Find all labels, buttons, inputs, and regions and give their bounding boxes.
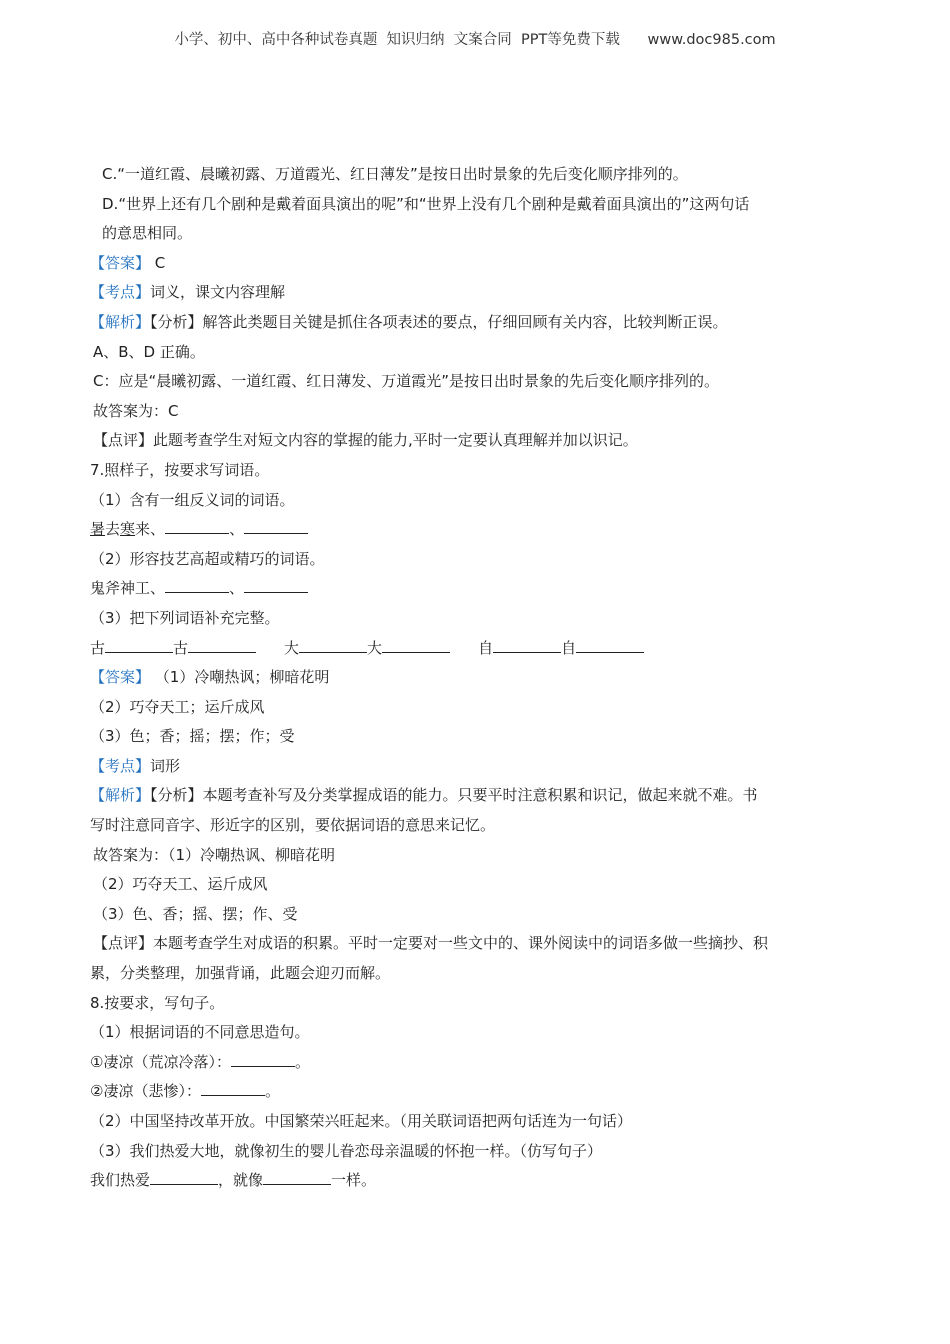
q7-final-3: （3）色、香；摇、摆；作、受 — [93, 904, 298, 923]
sentence-prompt: ①凄凉（荒凉冷落）： — [90, 1052, 231, 1071]
q6-jiexi — [90, 308, 858, 338]
fill-blank[interactable] — [201, 1078, 265, 1096]
example-char: 来、 — [135, 520, 166, 539]
fill-blank[interactable] — [382, 635, 450, 653]
answer-tag: 【答案】 — [90, 668, 151, 687]
option-c: C.“一道红霞、晨曦初露、万道霞光、红日薄发”是按日出时景象的先后变化顺序排列的。 — [102, 165, 688, 183]
q7-part2: （2）形容技艺高超或精巧的词语。 — [90, 549, 325, 568]
jiexi-tag: 【解析】 — [90, 312, 151, 331]
q8-sentence1 — [90, 1048, 858, 1078]
fill-blank[interactable] — [188, 635, 256, 653]
q7-part1: （1）含有一组反义词的词语。 — [90, 490, 295, 509]
fill-char: 大 — [284, 638, 300, 657]
sentence-part: 我们热爱 — [90, 1171, 151, 1190]
q8-part3: （3）我们热爱大地，就像初生的婴儿眷恋母亲温暖的怀抱一样。（仿写句子） — [90, 1141, 603, 1160]
fill-blank[interactable] — [231, 1049, 295, 1067]
q8-fill-sentence — [90, 1166, 858, 1196]
fill-char: 自 — [478, 638, 494, 657]
q7-example1 — [90, 515, 858, 545]
q8-part1: （1）根据词语的不同意思造句。 — [90, 1023, 310, 1042]
jiexi-text: 【分析】解答此类题目关键是抓住各项表述的要点，仔细回顾有关内容，比较判断正误。 — [150, 312, 728, 331]
q7-jiexi — [90, 781, 858, 811]
fill-blank[interactable] — [493, 635, 561, 653]
fill-blank[interactable] — [165, 575, 229, 593]
sentence-part: ，就像 — [218, 1171, 264, 1190]
example-word: 鬼斧神工、 — [90, 579, 166, 598]
example-char: 去 — [105, 520, 121, 539]
answer-text: （1）冷嘲热讽；柳暗花明 — [150, 668, 330, 687]
q8-title: 8.按要求，写句子。 — [90, 993, 225, 1012]
example-char: 寒 — [120, 520, 136, 539]
jiexi-text: 【分析】本题考查补写及分类掌握成语的能力。只要平时注意积累和识记，做起来就不难。书 — [150, 786, 758, 805]
fill-blank[interactable] — [165, 516, 229, 534]
q7-title: 7.照样子，按要求写词语。 — [90, 460, 270, 479]
separator: 、 — [229, 520, 245, 539]
q7-fill-row — [90, 634, 858, 664]
q7-jiexi-2: 写时注意同音字、形近字的区别，要依据词语的意思来记忆。 — [90, 816, 496, 835]
q6-kaodian — [90, 278, 858, 308]
option-d-line1: D.“世界上还有几个剧种是戴着面具演出的呢”和“世界上没有几个剧种是戴着面具演出的”这两句话 — [102, 194, 750, 213]
document-body — [90, 160, 858, 1196]
kaodian-tag: 【考点】 — [90, 756, 151, 775]
fill-blank[interactable] — [244, 516, 308, 534]
q6-final-answer: 故答案为：C — [93, 401, 179, 420]
separator: 、 — [229, 579, 245, 598]
q7-dianping: 【点评】本题考查学生对成语的积累。平时一定要对一些文中的、课外阅读中的词语多做一些摘抄、积 — [93, 934, 769, 953]
q7-answer-3: （3）色；香；摇；摆；作；受 — [90, 727, 295, 746]
q6-dianping: 【点评】此题考查学生对短文内容的掌握的能力,平时一定要认真理解并加以识记。 — [93, 431, 638, 450]
sentence-prompt: ②凄凉（悲惨）： — [90, 1082, 201, 1101]
q6-abd: A、B、D 正确。 — [93, 342, 205, 361]
fill-char: 自 — [561, 638, 577, 657]
kaodian-tag: 【考点】 — [90, 283, 151, 302]
option-d-line2: 的意思相同。 — [102, 224, 193, 243]
answer-text: C — [150, 253, 166, 272]
kaodian-text: 词形 — [150, 756, 181, 775]
answer-tag: 【答案】 — [90, 253, 151, 272]
period: 。 — [264, 1082, 280, 1101]
q7-final-2: （2）巧夺天工、运斤成风 — [93, 875, 268, 894]
q8-part2: （2）中国坚持改革开放。中国繁荣兴旺起来。（用关联词语把两句话连为一句话） — [90, 1112, 633, 1130]
q7-part3: （3）把下列词语补充完整。 — [90, 608, 280, 627]
page-header: 小学、初中、高中各种试卷真题 知识归纳 文案合同 PPT等免费下载 www.doc985.com — [174, 32, 776, 48]
fill-blank[interactable] — [244, 575, 308, 593]
q7-example2 — [90, 574, 858, 604]
fill-blank[interactable] — [299, 635, 367, 653]
q7-final-1: 故答案为：（1）冷嘲热讽、柳暗花明 — [93, 845, 336, 864]
period: 。 — [294, 1052, 310, 1071]
q7-kaodian — [90, 752, 858, 782]
sentence-part: 一样。 — [331, 1171, 377, 1190]
fill-blank[interactable] — [105, 635, 173, 653]
fill-char: 大 — [367, 638, 383, 657]
example-char: 暑 — [90, 520, 106, 539]
q6-answer — [90, 249, 858, 279]
fill-char: 古 — [173, 638, 189, 657]
q6-c-explain: C：应是“晨曦初露、一道红霞、红日薄发、万道霞光”是按日出时景象的先后变化顺序排列的。 — [93, 372, 720, 391]
q7-dianping-2: 累，分类整理，加强背诵，此题会迎刃而解。 — [90, 964, 391, 983]
q8-sentence2 — [90, 1077, 858, 1107]
jiexi-tag: 【解析】 — [90, 786, 151, 805]
fill-blank[interactable] — [576, 635, 644, 653]
q7-answer-2: （2）巧夺天工；运斤成风 — [90, 697, 265, 716]
fill-blank[interactable] — [263, 1167, 331, 1185]
fill-blank[interactable] — [150, 1167, 218, 1185]
q7-answer — [90, 663, 858, 693]
kaodian-text: 词义，课文内容理解 — [150, 283, 286, 302]
fill-char: 古 — [90, 638, 106, 657]
